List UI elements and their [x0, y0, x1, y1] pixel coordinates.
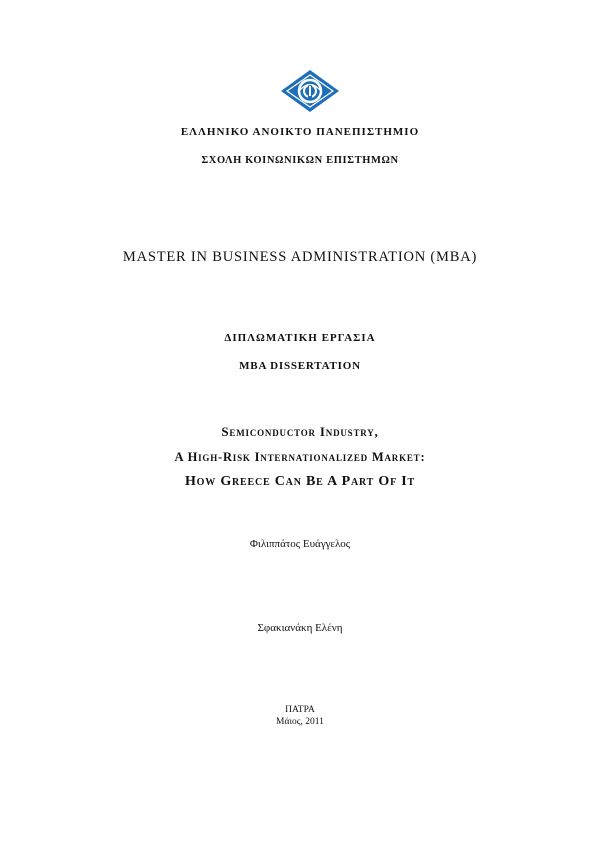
program-name: MASTER IN BUSINESS ADMINISTRATION (MBA) [122, 249, 478, 265]
school-name: ΣΧΟΛΗ ΚΟΙΝΩΝΙΚΩΝ ΕΠΙΣΤΗΜΩΝ [201, 155, 399, 166]
thesis-title-line-2: A High-Risk Internationalized Market: [174, 450, 426, 464]
thesis-title-line-1: Semiconductor Industry, [221, 424, 379, 439]
university-name: ΕΛΛΗΝΙΚΟ ΑΝΟΙΚΤΟ ΠΑΝΕΠΙΣΤΗΜΙΟ [180, 126, 420, 138]
thesis-type-greek: ΔΙΠΛΩΜΑΤΙΚΗ ΕΡΓΑΣΙΑ [224, 332, 376, 344]
thesis-type-english: MBA DISSERTATION [239, 360, 361, 372]
author-name: Φιλιππάτος Ευάγγελος [249, 538, 351, 550]
supervisor-name: Σφακιανάκη Ελένη [257, 622, 343, 634]
thesis-title-line-3: How Greece Can Be A Part Of It [184, 474, 416, 489]
city: ΠΑΤΡΑ [285, 705, 315, 715]
university-logo-icon [281, 70, 339, 112]
date: Μάιος, 2011 [276, 717, 324, 727]
